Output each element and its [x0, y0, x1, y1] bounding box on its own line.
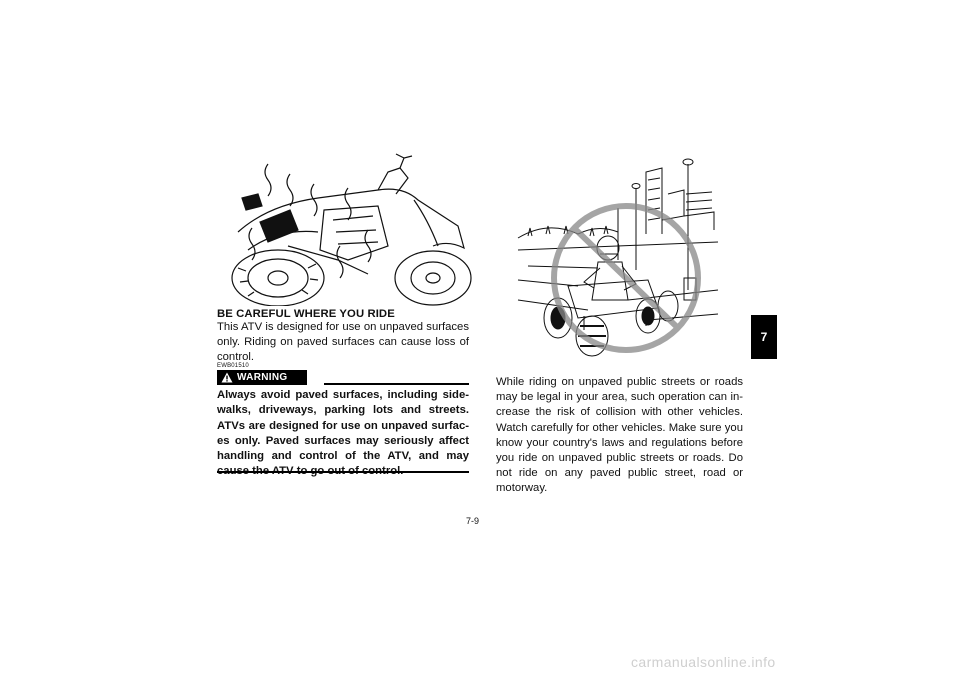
page-number: 7-9	[466, 516, 480, 526]
warning-label-box	[217, 370, 307, 385]
warning-reference-code: EWB01510	[217, 363, 249, 369]
warning-label: WARNING	[237, 372, 288, 383]
right-body-text: While riding on unpaved public streets or roads may be legal in your area, such operation can in-crease the risk of collision with other vehicles. Watch carefully for other vehicles. Make sure you know your country's laws and regulations before you ride on unpaved public streets or roads. Do not ride on any paved public street, road or motorway.	[496, 376, 743, 495]
chapter-tab: 7	[751, 315, 777, 359]
warning-rule	[324, 383, 469, 385]
watermark: carmanualsonline.info	[631, 654, 776, 670]
left-body-text: This ATV is designed for use on unpaved surfaces only. Riding on paved surfaces can cause loss of control.	[217, 321, 469, 364]
warning-header	[217, 370, 469, 386]
warning-end-rule	[217, 471, 469, 473]
warning-text: Always avoid paved surfaces, including side-walks, driveways, parking lots and streets. ATVs are designed for use on unpaved surfac-es only. Paved surfaces may seriously affect handling and control of the ATV, and may	[217, 389, 469, 463]
no-paved-street-illustration	[508, 150, 724, 362]
warning-triangle-icon	[217, 372, 237, 383]
atv-pavement-illustration	[228, 150, 472, 306]
section-heading: BE CAREFUL WHERE YOU RIDE	[217, 308, 395, 320]
